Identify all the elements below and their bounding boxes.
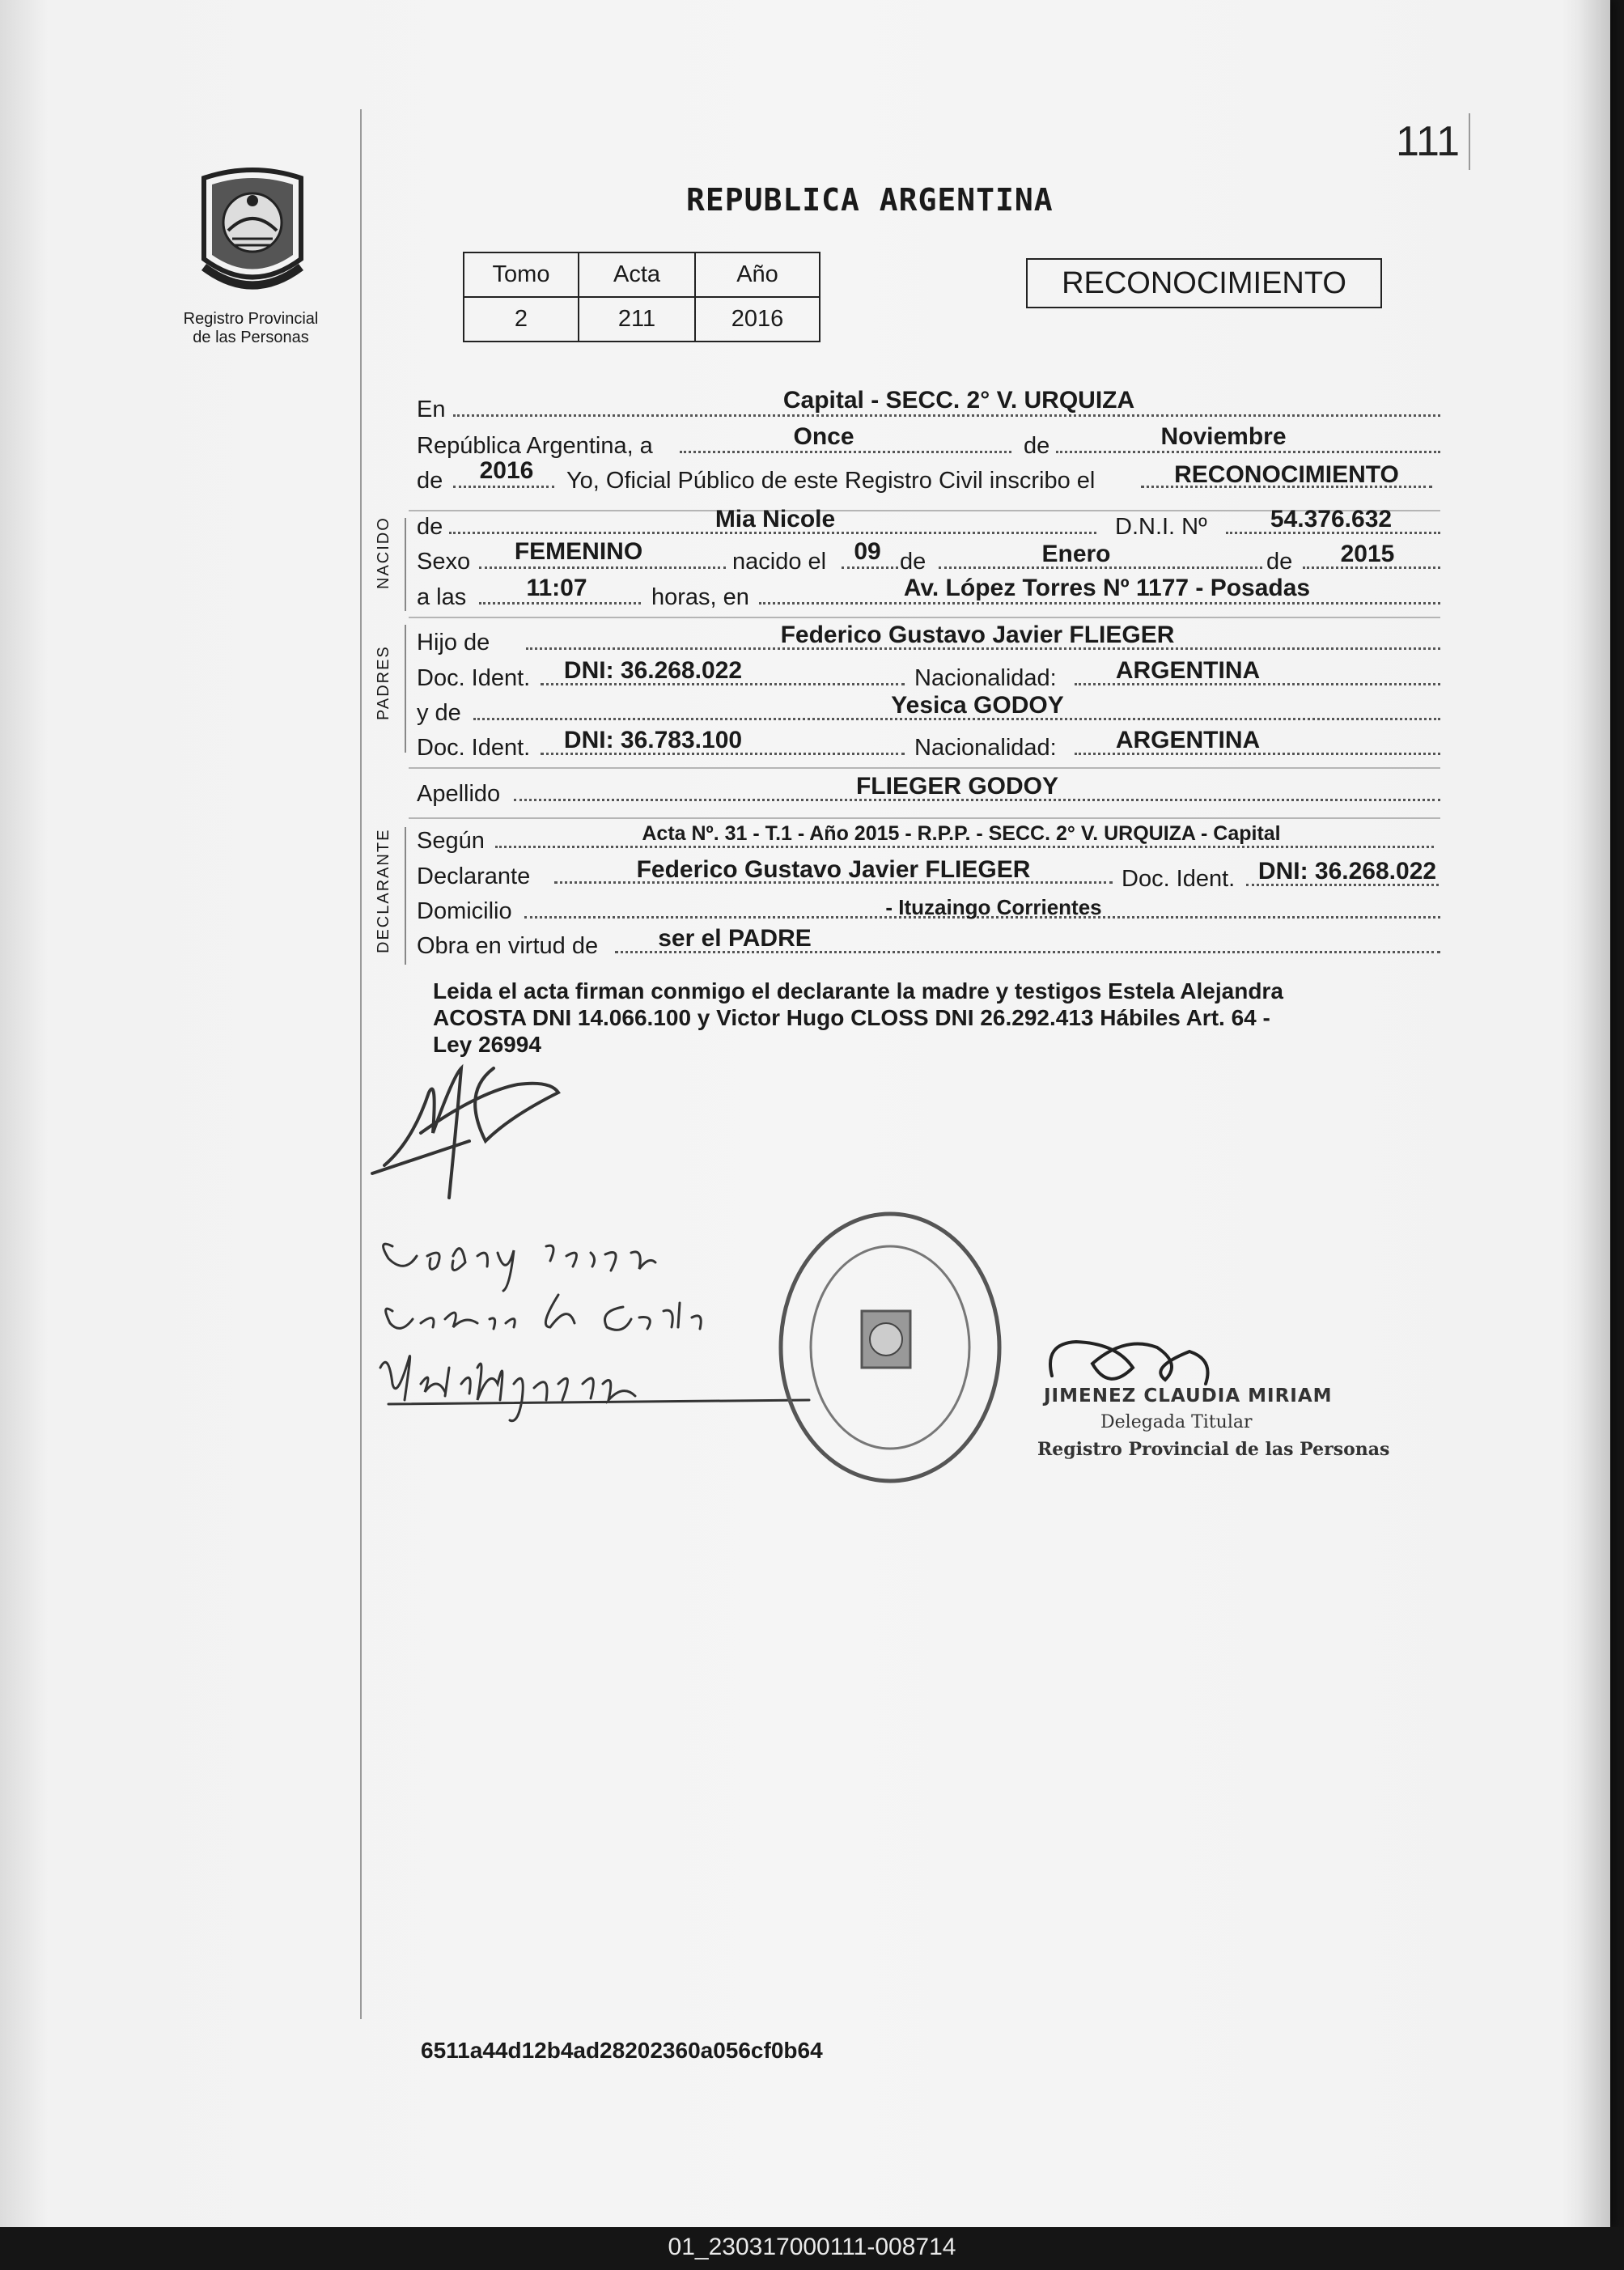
record-value-ano: 2016: [695, 297, 820, 342]
declarante-name-value: Federico Gustavo Javier FLIEGER: [636, 856, 1031, 883]
padres-side-label: PADRES: [375, 645, 392, 720]
delegate-signature-icon: [1050, 1342, 1208, 1384]
declarante-doc-value: DNI: 36.268.022: [1257, 858, 1437, 885]
father-name-value: Federico Gustavo Javier FLIEGER: [780, 622, 1175, 648]
document-hash: 6511a44d12b4ad28202360a056cf0b64: [421, 2038, 823, 2063]
dni-label: D.N.I. Nº: [1115, 514, 1207, 540]
official-seal-icon: [781, 1214, 999, 1481]
declarante-side-label: DECLARANTE: [375, 828, 392, 953]
right-margin-rule: [1469, 113, 1470, 170]
record-value-tomo: 2: [464, 297, 579, 342]
record-header-acta: Acta: [579, 252, 695, 297]
dotted-leader: [453, 414, 1440, 417]
registry-caption: [154, 310, 348, 347]
birth-place-value: Av. López Torres Nº 1177 - Posadas: [903, 575, 1311, 601]
nacionalidad-label: Nacionalidad:: [914, 665, 1057, 691]
section-bracket: [405, 518, 406, 611]
closing-line: Leida el acta firman conmigo el declarante la madre y testigos Estela Alejandra: [433, 978, 1283, 1003]
segun-label: Según: [417, 828, 485, 854]
year-value: 2016: [479, 457, 534, 484]
domicilio-value: - Ituzaingo Corrientes: [885, 895, 1102, 919]
doc-ident-label: Doc. Ident.: [1122, 866, 1236, 892]
domicilio-label: Domicilio: [417, 898, 512, 924]
apellido-label: Apellido: [417, 781, 501, 807]
horas-label: horas, en: [651, 584, 749, 610]
delegate-office: Registro Provincial de las Personas: [1037, 1439, 1390, 1460]
dotted-leader: [1056, 451, 1440, 453]
record-value-acta: 211: [579, 297, 695, 342]
nacido-el-label: nacido el: [732, 549, 827, 575]
child-dni-value: 54.376.632: [1270, 506, 1393, 532]
delegate-name: JIMENEZ CLAUDIA MIRIAM: [1044, 1385, 1333, 1407]
delegate-role: Delegada Titular: [1100, 1412, 1253, 1432]
birth-year-value: 2015: [1340, 541, 1395, 567]
record-type-box: RECONOCIMIENTO: [1026, 258, 1382, 308]
signatures-area: [356, 1044, 1408, 1546]
dotted-leader: [842, 566, 898, 569]
nacido-side-label: NACIDO: [375, 516, 392, 589]
obra-label: Obra en virtud de: [417, 933, 599, 959]
witness-signature-icon: [380, 1356, 809, 1421]
closing-line: Ley 26994: [433, 1032, 541, 1057]
file-id: 01_230317000111-008714: [668, 2234, 956, 2260]
record-table: [463, 252, 820, 342]
republica-label: República Argentina, a: [417, 433, 653, 459]
nacionalidad-label: Nacionalidad:: [914, 735, 1057, 761]
father-nationality-value: ARGENTINA: [1115, 657, 1261, 684]
de-label: de: [1024, 433, 1050, 459]
section-bracket: [405, 625, 406, 753]
act-value: RECONOCIMIENTO: [1174, 461, 1399, 488]
registry-caption-line1: Registro Provincial: [183, 310, 319, 328]
oficial-text: Yo, Oficial Público de este Registro Civil inscribo el: [566, 468, 1096, 494]
father-doc-value: DNI: 36.268.022: [563, 657, 743, 684]
birth-day-value: 09: [854, 538, 881, 565]
mother-doc-value: DNI: 36.783.100: [563, 727, 743, 753]
a-las-label: a las: [417, 584, 467, 610]
de-label: de: [900, 549, 926, 575]
segun-value: Acta Nº. 31 - T.1 - Año 2015 - R.P.P. - SECC. 2° V. URQUIZA - Capital: [642, 822, 1281, 845]
doc-ident-label: Doc. Ident.: [417, 665, 531, 691]
paper-edge-shadow: [1578, 0, 1610, 2227]
dotted-leader: [453, 486, 554, 488]
section-rule: [409, 617, 1440, 618]
misiones-crest-icon: [188, 162, 317, 299]
page-number: 111: [1396, 118, 1461, 165]
section-rule: [409, 817, 1440, 819]
declarant-signature-icon: [372, 1068, 558, 1198]
month-value: Noviembre: [1160, 423, 1287, 450]
section-bracket: [405, 827, 406, 965]
dotted-leader: [479, 602, 641, 605]
sexo-label: Sexo: [417, 549, 471, 575]
de2-label: de: [417, 468, 443, 494]
apellido-value: FLIEGER GODOY: [855, 773, 1059, 800]
record-header-tomo: Tomo: [464, 252, 579, 297]
child-name-value: Mia Nicole: [714, 506, 836, 532]
birth-month-value: Enero: [1041, 541, 1111, 567]
section-rule: [409, 767, 1440, 769]
mother-signature-icon: [384, 1244, 655, 1291]
doc-ident-label: Doc. Ident.: [417, 735, 531, 761]
y-de-label: y de: [417, 700, 461, 726]
record-header-ano: Año: [695, 252, 820, 297]
mother-name-value: Yesica GODOY: [891, 692, 1064, 719]
dotted-leader: [479, 566, 726, 569]
declarante-label: Declarante: [417, 863, 531, 889]
day-value: Once: [793, 423, 854, 450]
registry-caption-line2: de las Personas: [193, 329, 309, 346]
obra-value: ser el PADRE: [658, 925, 812, 952]
dotted-leader: [759, 602, 1440, 605]
time-value: 11:07: [526, 575, 587, 601]
place-value: Capital - SECC. 2° V. URQUIZA: [782, 387, 1135, 414]
de-label: de: [1266, 549, 1293, 575]
dotted-leader: [680, 451, 1011, 453]
witness-signature-icon: [386, 1295, 702, 1330]
closing-line: ACOSTA DNI 14.066.100 y Victor Hugo CLOSS DNI 26.292.413 Hábiles Art. 64 -: [433, 1005, 1270, 1030]
mother-nationality-value: ARGENTINA: [1115, 727, 1261, 753]
en-label: En: [417, 397, 446, 422]
nacido-de-label: de: [417, 514, 443, 540]
document-title: REPUBLICA ARGENTINA: [686, 182, 1054, 218]
hijo-de-label: Hijo de: [417, 630, 490, 656]
dotted-leader: [495, 846, 1434, 848]
sexo-value: FEMENINO: [514, 538, 643, 565]
